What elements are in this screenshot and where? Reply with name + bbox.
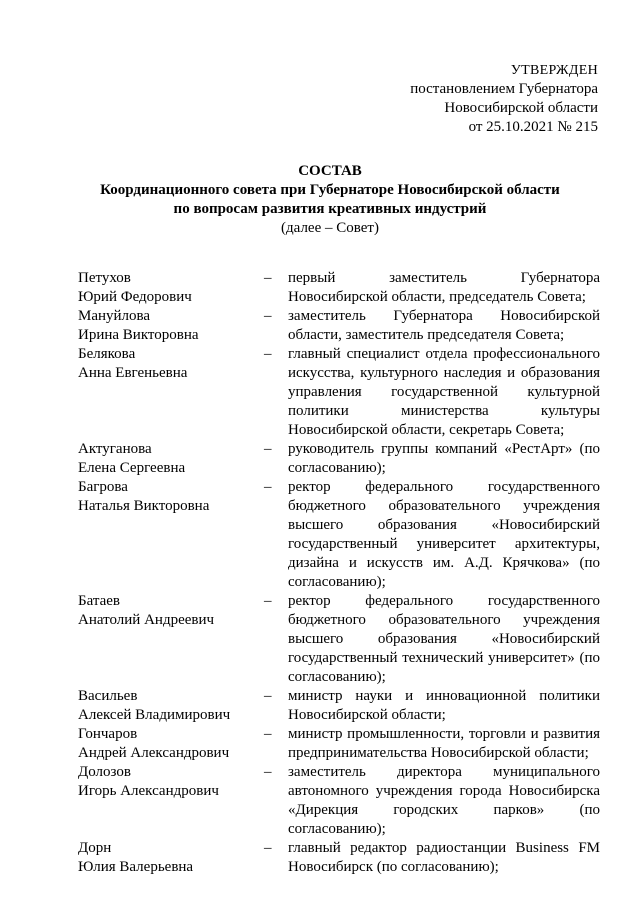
member-name: [78, 269, 264, 307]
member-dash: –: [264, 479, 272, 495]
member-surname: Актуганова: [78, 441, 152, 457]
member-surname: Петухов: [78, 270, 131, 286]
member-given-name: Алексей Владимирович: [78, 707, 231, 723]
document-subtitle-1: Координационного совета при Губернаторе Новосибирской области: [100, 182, 560, 198]
member-given-name: Игорь Александрович: [78, 783, 219, 799]
member-given-name: Юлия Валерьевна: [78, 859, 194, 875]
member-dash: –: [264, 764, 272, 780]
document-heading: [60, 162, 600, 238]
member-row: [78, 478, 600, 592]
member-row: [78, 592, 600, 687]
member-role: главный специалист отдела профессионального искусства, культурного наследия и образования управления государственной культурной политики министерства культуры Новосибирской области, секретарь Совета;: [288, 346, 600, 438]
member-role: главный редактор радиостанции Business FM Новосибирск (по согласованию);: [288, 840, 600, 875]
member-dash: –: [264, 270, 272, 286]
member-name: [78, 478, 264, 592]
document-note: (далее – Совет): [281, 220, 379, 236]
member-name: [78, 345, 264, 440]
member-given-name: Ирина Викторовна: [78, 327, 199, 343]
approval-block: [330, 61, 598, 137]
member-surname: Долозов: [78, 764, 131, 780]
member-role: ректор федерального государственного бюджетного образовательного учреждения высшего образования «Новосибирский государственный университет архитектуры, дизайна и искусств им. А.Д. Крячкова» (по согласованию);: [288, 479, 600, 590]
member-given-name: Наталья Викторовна: [78, 498, 210, 514]
approval-stamp: УТВЕРЖДЕН: [510, 63, 598, 78]
member-role: первый заместитель Губернатора Новосибирской области, председатель Совета;: [288, 270, 600, 305]
member-dash: –: [264, 308, 272, 324]
member-dash: –: [264, 593, 272, 609]
member-surname: Гончаров: [78, 726, 138, 742]
member-dash: –: [264, 346, 272, 362]
member-row: [78, 307, 600, 345]
member-name: [78, 725, 264, 763]
member-dash: –: [264, 441, 272, 457]
member-name: [78, 440, 264, 478]
member-row: [78, 687, 600, 725]
member-surname: Дорн: [78, 840, 112, 856]
member-surname: Багрова: [78, 479, 128, 495]
member-name: [78, 592, 264, 687]
document-subtitle-2: по вопросам развития креативных индустрий: [173, 201, 487, 217]
member-name: [78, 307, 264, 345]
member-given-name: Андрей Александрович: [78, 745, 230, 761]
member-surname: Васильев: [78, 688, 138, 704]
member-row: [78, 839, 600, 877]
members-list: [78, 269, 600, 877]
approval-line-2: Новосибирской области: [444, 100, 598, 116]
member-role: руководитель группы компаний «РестАрт» (по согласованию);: [288, 441, 600, 476]
member-role: ректор федерального государственного бюджетного образовательного учреждения высшего образования «Новосибирский государственный технический университет» (по согласованию);: [288, 593, 600, 685]
member-row: [78, 269, 600, 307]
member-role: заместитель Губернатора Новосибирской области, заместитель председателя Совета;: [288, 308, 600, 343]
member-surname: Белякова: [78, 346, 136, 362]
member-name: [78, 839, 264, 877]
member-dash: –: [264, 726, 272, 742]
member-surname: Мануйлова: [78, 308, 151, 324]
member-row: [78, 725, 600, 763]
member-given-name: Елена Сергеевна: [78, 460, 186, 476]
member-given-name: Анна Евгеньевна: [78, 365, 188, 381]
member-surname: Батаев: [78, 593, 121, 609]
member-role: министр науки и инновационной политики Новосибирской области;: [288, 688, 600, 723]
member-dash: –: [264, 688, 272, 704]
member-given-name: Анатолий Андреевич: [78, 612, 215, 628]
member-row: [78, 345, 600, 440]
member-role: министр промышленности, торговли и развития предпринимательства Новосибирской области;: [288, 726, 600, 761]
member-name: [78, 763, 264, 839]
member-role: заместитель директора муниципального автономного учреждения города Новосибирска «Дирекция городских парков» (по согласованию);: [288, 764, 600, 837]
member-name: [78, 687, 264, 725]
member-dash: –: [264, 840, 272, 856]
approval-line-1: постановлением Губернатора: [410, 81, 598, 97]
member-row: [78, 763, 600, 839]
member-row: [78, 440, 600, 478]
document-title: СОСТАВ: [298, 163, 362, 179]
approval-line-3: от 25.10.2021 № 215: [468, 119, 598, 135]
member-given-name: Юрий Федорович: [78, 289, 192, 305]
